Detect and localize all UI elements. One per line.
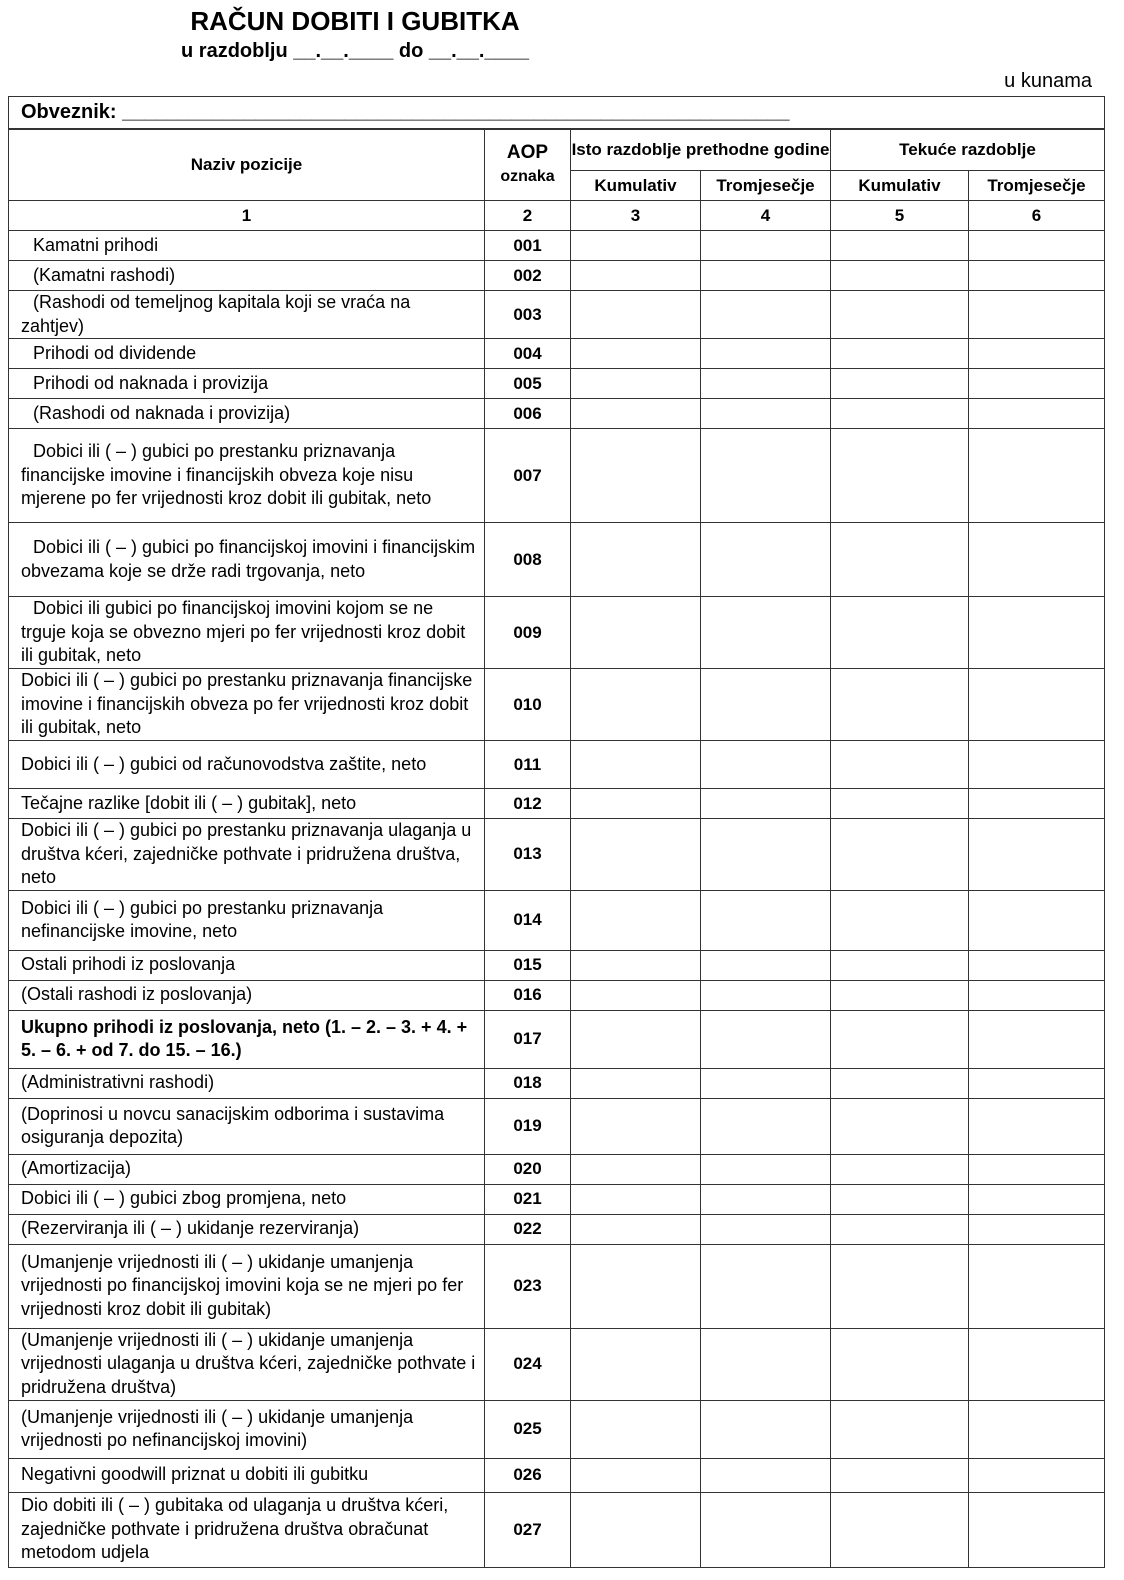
position-name: (Doprinosi u novcu sanacijskim odborima i sustavima osiguranja depozita) [9,1098,485,1154]
value-cell-prev-tromjesecje[interactable] [701,1184,831,1214]
value-cell-prev-tromjesecje[interactable] [701,291,831,339]
aop-code: 016 [485,980,571,1010]
value-cell-curr-tromjesecje[interactable] [969,1400,1105,1458]
value-cell-prev-kumulativ[interactable] [571,369,701,399]
aop-code: 023 [485,1244,571,1328]
value-cell-curr-tromjesecje[interactable] [969,1010,1105,1068]
aop-code: 006 [485,399,571,429]
value-cell-curr-kumulativ[interactable] [831,1010,969,1068]
obveznik-field[interactable]: Obveznik: ____________________________________________________________ [9,97,1105,129]
value-cell-curr-tromjesecje[interactable] [969,291,1105,339]
table-row [9,339,1105,369]
table-row [9,669,1105,741]
value-cell-curr-tromjesecje[interactable] [969,369,1105,399]
value-cell-prev-kumulativ[interactable] [571,1098,701,1154]
position-name: Ukupno prihodi iz poslovanja, neto (1. – 2. – 3. + 4. + 5. – 6. + od 7. do 15. – 16.) [9,1010,485,1068]
aop-code: 024 [485,1328,571,1400]
position-name: Kamatni prihodi [9,231,485,261]
position-name: Dobici ili ( – ) gubici od računovodstva zaštite, neto [9,741,485,789]
value-cell-prev-kumulativ[interactable] [571,1400,701,1458]
position-name: Dobici ili ( – ) gubici po prestanku priznavanja financijske imovine i financijskih obveza koje nisu mjerene po fer vrijednosti kroz dobit ili gubitak, neto [9,429,485,523]
value-cell-curr-kumulativ[interactable] [831,231,969,261]
position-name: Negativni goodwill priznat u dobiti ili gubitku [9,1458,485,1492]
value-cell-prev-kumulativ[interactable] [571,1328,701,1400]
table-row [9,950,1105,980]
table-row [9,789,1105,819]
table-row [9,1492,1105,1567]
value-cell-prev-tromjesecje[interactable] [701,1154,831,1184]
value-cell-curr-kumulativ[interactable] [831,291,969,339]
value-cell-curr-kumulativ[interactable] [831,1244,969,1328]
value-cell-curr-tromjesecje[interactable] [969,339,1105,369]
position-name: (Rezerviranja ili ( – ) ukidanje rezerviranja) [9,1214,485,1244]
value-cell-curr-tromjesecje[interactable] [969,741,1105,789]
value-cell-curr-tromjesecje[interactable] [969,1458,1105,1492]
value-cell-curr-kumulativ[interactable] [831,1492,969,1567]
value-cell-curr-kumulativ[interactable] [831,523,969,597]
value-cell-prev-tromjesecje[interactable] [701,980,831,1010]
value-cell-prev-kumulativ[interactable] [571,669,701,741]
value-cell-curr-tromjesecje[interactable] [969,261,1105,291]
value-cell-curr-tromjesecje[interactable] [969,597,1105,669]
position-name: Dobici ili ( – ) gubici po financijskoj imovini i financijskim obvezama koje se drže radi trgovanja, neto [9,523,485,597]
table-row [9,399,1105,429]
value-cell-curr-tromjesecje[interactable] [969,1184,1105,1214]
table-row [9,1010,1105,1068]
value-cell-prev-tromjesecje[interactable] [701,819,831,891]
aop-code: 013 [485,819,571,891]
aop-code: 017 [485,1010,571,1068]
value-cell-curr-kumulativ[interactable] [831,1400,969,1458]
position-name: (Ostali rashodi iz poslovanja) [9,980,485,1010]
aop-code: 003 [485,291,571,339]
position-name: Prihodi od naknada i provizija [9,369,485,399]
value-cell-prev-tromjesecje[interactable] [701,1244,831,1328]
position-name: Ostali prihodi iz poslovanja [9,950,485,980]
value-cell-prev-kumulativ[interactable] [571,1458,701,1492]
value-cell-prev-kumulativ[interactable] [571,1492,701,1567]
value-cell-curr-kumulativ[interactable] [831,741,969,789]
header-kumulativ-curr: Kumulativ [831,171,969,201]
value-cell-curr-kumulativ[interactable] [831,1184,969,1214]
value-cell-prev-tromjesecje[interactable] [701,231,831,261]
value-cell-curr-tromjesecje[interactable] [969,523,1105,597]
table-row [9,261,1105,291]
table-row [9,1184,1105,1214]
table-row [9,1154,1105,1184]
value-cell-curr-kumulativ[interactable] [831,369,969,399]
value-cell-curr-tromjesecje[interactable] [969,1154,1105,1184]
aop-code: 011 [485,741,571,789]
header-kumulativ-prev: Kumulativ [571,171,701,201]
table-row [9,231,1105,261]
aop-code: 027 [485,1492,571,1567]
value-cell-prev-kumulativ[interactable] [571,399,701,429]
value-cell-prev-tromjesecje[interactable] [701,1098,831,1154]
period-subtitle: u razdoblju __.__.____ do __.__.____ [181,40,529,62]
value-cell-curr-tromjesecje[interactable] [969,950,1105,980]
table-row [9,1244,1105,1328]
table-row [9,1214,1105,1244]
value-cell-curr-tromjesecje[interactable] [969,399,1105,429]
value-cell-curr-kumulativ[interactable] [831,399,969,429]
value-cell-prev-kumulativ[interactable] [571,429,701,523]
table-row [9,597,1105,669]
table-row [9,819,1105,891]
value-cell-curr-kumulativ[interactable] [831,669,969,741]
aop-code: 005 [485,369,571,399]
header-aop [485,129,571,201]
position-name: (Umanjenje vrijednosti ili ( – ) ukidanje umanjenja vrijednosti ulaganja u društva kćeri, zajedničke pothvate i pridružena društva) [9,1328,485,1400]
value-cell-prev-kumulativ[interactable] [571,789,701,819]
value-cell-curr-tromjesecje[interactable] [969,1492,1105,1567]
value-cell-prev-kumulativ[interactable] [571,819,701,891]
header-naziv: Naziv pozicije [9,129,485,201]
position-name: (Kamatni rashodi) [9,261,485,291]
header-tromjesecje-curr: Tromjesečje [969,171,1105,201]
value-cell-prev-tromjesecje[interactable] [701,429,831,523]
position-name: Dobici ili gubici po financijskoj imovini kojom se ne trguje koja se obvezno mjeri po fer vrijednosti kroz dobit ili gubitak, neto [9,597,485,669]
value-cell-curr-tromjesecje[interactable] [969,890,1105,950]
value-cell-curr-kumulativ[interactable] [831,789,969,819]
col-num: 3 [571,201,701,231]
value-cell-curr-kumulativ[interactable] [831,1098,969,1154]
table-row [9,369,1105,399]
aop-code: 021 [485,1184,571,1214]
col-num: 6 [969,201,1105,231]
aop-code: 007 [485,429,571,523]
value-cell-curr-kumulativ[interactable] [831,1328,969,1400]
value-cell-prev-kumulativ[interactable] [571,1068,701,1098]
aop-code: 014 [485,890,571,950]
value-cell-curr-kumulativ[interactable] [831,339,969,369]
value-cell-curr-tromjesecje[interactable] [969,429,1105,523]
col-num: 5 [831,201,969,231]
aop-code: 002 [485,261,571,291]
value-cell-prev-kumulativ[interactable] [571,1244,701,1328]
position-name: (Umanjenje vrijednosti ili ( – ) ukidanje umanjenja vrijednosti po nefinancijskoj imovini) [9,1400,485,1458]
value-cell-prev-tromjesecje[interactable] [701,597,831,669]
value-cell-prev-tromjesecje[interactable] [701,1214,831,1244]
aop-code: 015 [485,950,571,980]
header-aop-sub: oznaka [500,167,555,185]
header-aop-label: AOP [506,141,549,163]
col-num: 1 [9,201,485,231]
page-title: RAČUN DOBITI I GUBITKA [190,6,520,36]
position-name: Prihodi od dividende [9,339,485,369]
value-cell-curr-tromjesecje[interactable] [969,789,1105,819]
value-cell-prev-kumulativ[interactable] [571,231,701,261]
value-cell-curr-tromjesecje[interactable] [969,231,1105,261]
table-row [9,741,1105,789]
value-cell-curr-kumulativ[interactable] [831,261,969,291]
table-row [9,291,1105,339]
table-row [9,890,1105,950]
table-row [9,1400,1105,1458]
value-cell-prev-kumulativ[interactable] [571,741,701,789]
value-cell-prev-kumulativ[interactable] [571,1214,701,1244]
value-cell-curr-kumulativ[interactable] [831,1068,969,1098]
col-num: 4 [701,201,831,231]
aop-code: 025 [485,1400,571,1458]
aop-code: 026 [485,1458,571,1492]
value-cell-curr-kumulativ[interactable] [831,429,969,523]
value-cell-curr-tromjesecje[interactable] [969,669,1105,741]
value-cell-prev-tromjesecje[interactable] [701,399,831,429]
value-cell-prev-tromjesecje[interactable] [701,1328,831,1400]
value-cell-curr-kumulativ[interactable] [831,890,969,950]
aop-code: 020 [485,1154,571,1184]
income-statement-table [8,96,1105,1568]
value-cell-prev-tromjesecje[interactable] [701,339,831,369]
table-row [9,523,1105,597]
position-name: Dobici ili ( – ) gubici zbog promjena, neto [9,1184,485,1214]
aop-code: 019 [485,1098,571,1154]
value-cell-prev-tromjesecje[interactable] [701,1068,831,1098]
value-cell-curr-kumulativ[interactable] [831,980,969,1010]
value-cell-prev-tromjesecje[interactable] [701,261,831,291]
value-cell-prev-kumulativ[interactable] [571,1154,701,1184]
value-cell-prev-tromjesecje[interactable] [701,1458,831,1492]
col-num: 2 [485,201,571,231]
value-cell-curr-tromjesecje[interactable] [969,1068,1105,1098]
position-name: (Amortizacija) [9,1154,485,1184]
value-cell-curr-kumulativ[interactable] [831,1458,969,1492]
value-cell-curr-kumulativ[interactable] [831,1154,969,1184]
header-tromjesecje-prev: Tromjesečje [701,171,831,201]
value-cell-prev-kumulativ[interactable] [571,261,701,291]
position-name: Dio dobiti ili ( – ) gubitaka od ulaganja u društva kćeri, zajedničke pothvate i pridružena društva obračunat metodom udjela [9,1492,485,1567]
header-prev-period: Isto razdoblje prethodne godine [571,129,831,171]
value-cell-prev-tromjesecje[interactable] [701,1492,831,1567]
aop-code: 010 [485,669,571,741]
aop-code: 018 [485,1068,571,1098]
aop-code: 001 [485,231,571,261]
position-name: (Rashodi od temeljnog kapitala koji se vraća na zahtjev) [9,291,485,339]
aop-code: 009 [485,597,571,669]
value-cell-prev-tromjesecje[interactable] [701,890,831,950]
table-row [9,429,1105,523]
currency-unit: u kunama [1004,70,1092,92]
value-cell-curr-tromjesecje[interactable] [969,1214,1105,1244]
value-cell-curr-tromjesecje[interactable] [969,980,1105,1010]
position-name: (Umanjenje vrijednosti ili ( – ) ukidanje umanjenja vrijednosti po financijskoj imovini koja se ne mjeri po fer vrijednosti kroz dobit ili gubitak) [9,1244,485,1328]
value-cell-prev-tromjesecje[interactable] [701,789,831,819]
header-current-period: Tekuće razdoblje [831,129,1105,171]
aop-code: 022 [485,1214,571,1244]
value-cell-prev-kumulativ[interactable] [571,980,701,1010]
aop-code: 008 [485,523,571,597]
position-name: Tečajne razlike [dobit ili ( – ) gubitak], neto [9,789,485,819]
position-name: (Administrativni rashodi) [9,1068,485,1098]
value-cell-prev-tromjesecje[interactable] [701,369,831,399]
position-name: (Rashodi od naknada i provizija) [9,399,485,429]
value-cell-prev-kumulativ[interactable] [571,890,701,950]
value-cell-curr-tromjesecje[interactable] [969,1328,1105,1400]
value-cell-curr-kumulativ[interactable] [831,950,969,980]
value-cell-prev-kumulativ[interactable] [571,339,701,369]
value-cell-curr-tromjesecje[interactable] [969,1244,1105,1328]
table-row [9,980,1105,1010]
position-name: Dobici ili ( – ) gubici po prestanku priznavanja financijske imovine i financijskih obveza po fer vrijednosti kroz dobit ili gubitak, neto [9,669,485,741]
table-row [9,1328,1105,1400]
value-cell-prev-tromjesecje[interactable] [701,741,831,789]
value-cell-curr-tromjesecje[interactable] [969,1098,1105,1154]
value-cell-prev-tromjesecje[interactable] [701,950,831,980]
value-cell-curr-kumulativ[interactable] [831,1214,969,1244]
value-cell-curr-kumulativ[interactable] [831,819,969,891]
table-row [9,1068,1105,1098]
value-cell-prev-kumulativ[interactable] [571,291,701,339]
value-cell-prev-kumulativ[interactable] [571,950,701,980]
value-cell-prev-tromjesecje[interactable] [701,523,831,597]
value-cell-prev-tromjesecje[interactable] [701,1400,831,1458]
position-name: Dobici ili ( – ) gubici po prestanku priznavanja nefinancijske imovine, neto [9,890,485,950]
value-cell-prev-kumulativ[interactable] [571,1010,701,1068]
aop-code: 012 [485,789,571,819]
value-cell-prev-tromjesecje[interactable] [701,669,831,741]
table-row [9,1458,1105,1492]
value-cell-curr-kumulativ[interactable] [831,597,969,669]
value-cell-prev-kumulativ[interactable] [571,597,701,669]
value-cell-prev-kumulativ[interactable] [571,523,701,597]
position-name: Dobici ili ( – ) gubici po prestanku priznavanja ulaganja u društva kćeri, zajedničke pothvate i pridružena društva, neto [9,819,485,891]
table-row [9,1098,1105,1154]
value-cell-prev-tromjesecje[interactable] [701,1010,831,1068]
value-cell-curr-tromjesecje[interactable] [969,819,1105,891]
value-cell-prev-kumulativ[interactable] [571,1184,701,1214]
aop-code: 004 [485,339,571,369]
